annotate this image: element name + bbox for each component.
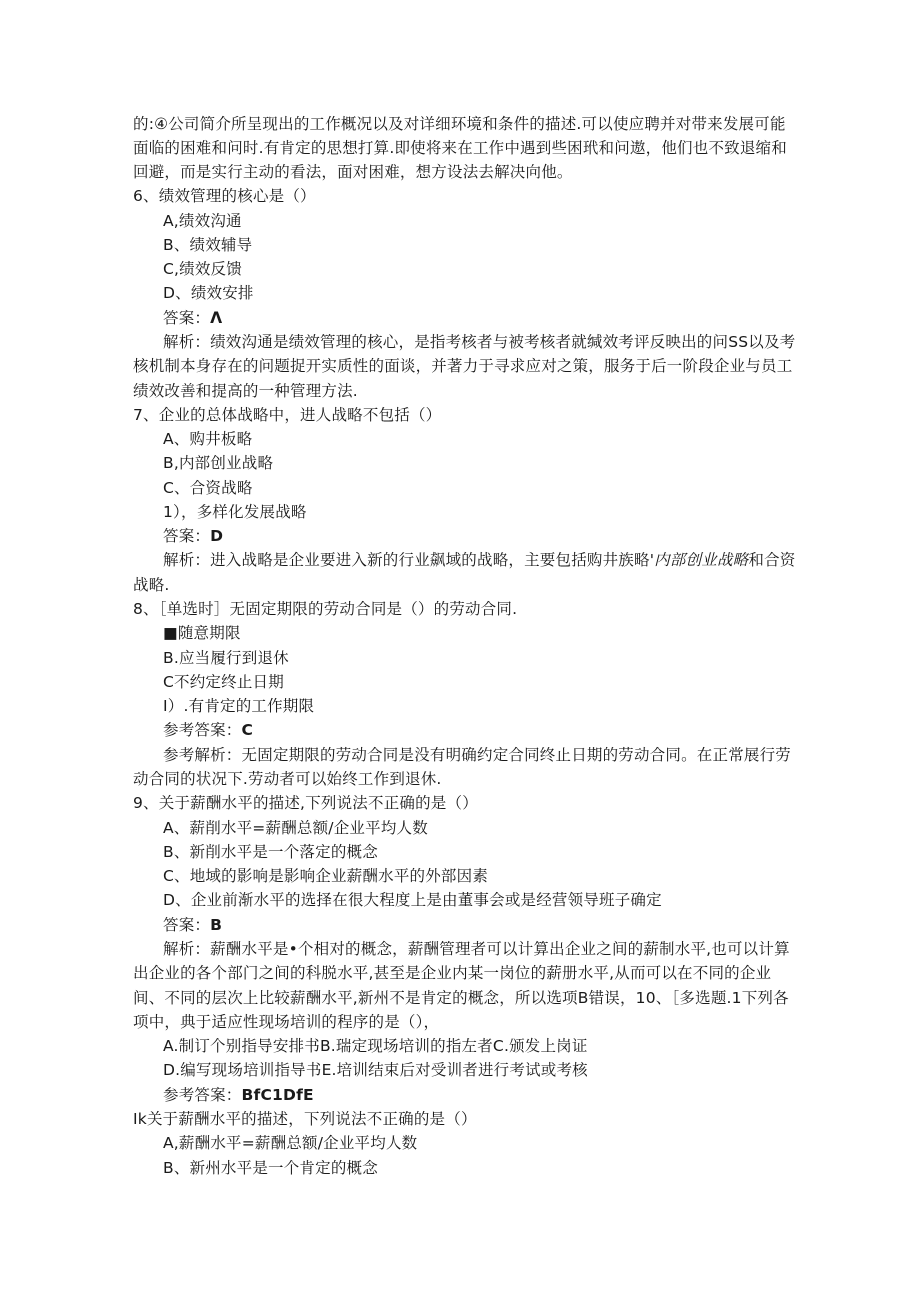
answer-label: 参考答案：: [163, 1086, 242, 1104]
question-9-analysis-4: 项中，典于适应性现场培训的程序的是（），: [133, 1013, 440, 1031]
question-6-option-c: C,绩效反馈: [163, 260, 242, 278]
question-9-option-b: B、新削水平是一个落定的概念: [163, 843, 378, 861]
question-6-option-a: A,绩效沟通: [163, 212, 242, 230]
question-10-options-2: D.编写现场培训指导书E.培训结束后对受训者进行考试或考核: [163, 1061, 588, 1079]
answer-value: Λ: [210, 309, 223, 327]
answer-value: B: [210, 916, 223, 934]
question-7-option-c: C、合资战略: [163, 479, 253, 497]
question-7-option-d: 1），多样化发展战略: [163, 503, 307, 521]
question-6-answer: [163, 306, 222, 330]
answer-value: C: [241, 721, 254, 739]
question-9-option-c: C、地域的影响是影响企业薪酬水平的外部因素: [163, 867, 489, 885]
question-11-option-b: B、新州水平是一个肯定的概念: [163, 1159, 378, 1177]
question-6-analysis-1: 解析：绩效沟通是绩效管理的核心，是指考核者与被考核者就缄效考评反映出的问SS以及考: [163, 333, 796, 351]
question-6-analysis-2: 核机制本身存在的问题捉开实质性的面谈，并著力于寻求应对之策，服务于后一阶段企业与员工: [133, 357, 793, 375]
question-6-title: 6、绩效管理的核心是（）: [133, 187, 316, 205]
intro-line-2: 面临的困难和问时.有肯定的思想打算.即使将来在工作中遇到些困玳和问遨，他们也不致退缩和: [133, 139, 787, 157]
question-8-option-a: ■随意期限: [163, 624, 241, 642]
answer-label: 答案：: [163, 527, 211, 545]
question-10-options-1: A.制订个别指导安排书B.瑞定现场培训的指左者C.颁发上岗证: [163, 1037, 588, 1055]
question-9-analysis-1: 解析：薪酬水平是•个相对的概念，薪酬管理者可以计算出企业之间的薪制水平,也可以计算: [163, 940, 790, 958]
question-7-analysis-1: [163, 548, 795, 572]
question-6-option-d: D、绩效安排: [163, 284, 254, 302]
answer-label: 答案：: [163, 309, 211, 327]
answer-label: 参考答案：: [163, 721, 242, 739]
question-7-option-a: A、购井板略: [163, 430, 253, 448]
intro-line-3: 回避，而是实行主动的看法，面对困难，想方设法去解决向他。: [133, 163, 573, 181]
question-7-answer: [163, 524, 223, 548]
question-7-analysis-2: 战略.: [133, 576, 170, 594]
question-9-answer: [163, 913, 222, 937]
question-8-title: 8、［单选时］无固定期限的劳动合同是（）的劳动合同.: [133, 600, 518, 618]
question-11-option-a: A,薪酬水平=薪酬总额/企业平均人数: [163, 1134, 418, 1152]
question-8-analysis-1: 参考解析：无固定期限的劳动合同是没有明确约定合同终止日期的劳动合同。在正常展行劳: [163, 746, 792, 764]
question-8-answer: [163, 718, 253, 742]
question-6-option-b: B、绩效辅导: [163, 236, 253, 254]
question-9-option-d: D、企业前渐水平的选择在很大程度上是由董事会或是经营领导班子确定: [163, 891, 662, 909]
intro-line-1: 的:④公司简介所呈现出的工作概况以及对详细环境和条件的描述.可以使应聘并对带来发展可能: [133, 115, 786, 133]
question-10-answer: [163, 1083, 314, 1107]
question-9-title: 9、关于薪酬水平的描述,下列说法不正确的是（）: [133, 794, 478, 812]
question-8-option-d: I）.有肯定的工作期限: [163, 697, 315, 715]
analysis-text-end: 和合资: [748, 551, 796, 569]
question-9-analysis-3: 间、不同的层次上比较薪酬水平,新州不是肯定的概念，所以选项B错误，10、［多选题.1下列各: [133, 989, 789, 1007]
question-6-analysis-3: 绩效改善和提高的一种管理方法.: [133, 382, 358, 400]
question-8-analysis-2: 动合同的状况下.劳动者可以始终工作到退休.: [133, 770, 442, 788]
answer-label: 答案：: [163, 916, 211, 934]
question-7-option-b: B,内部创业战略: [163, 454, 274, 472]
analysis-text: 解析：进入战略是企业要进入新的行业飙域的战略，主要包括购井族略': [163, 551, 655, 569]
answer-value: D: [210, 527, 224, 545]
question-8-option-b: B.应当履行到退休: [163, 649, 289, 667]
question-9-analysis-2: 出企业的各个部门之间的科脱水平,甚至是企业内某一岗位的薪册水平,从而可以在不同的企业: [133, 964, 772, 982]
question-11-title: Ik关于薪酬水平的描述，下列说法不正确的是（）: [133, 1110, 477, 1128]
answer-value: BfC1DfE: [241, 1086, 314, 1104]
analysis-italic-text: 内部创业战略: [654, 551, 749, 569]
question-7-title: 7、企业的总体战略中，进人战略不包括（）: [133, 406, 442, 424]
question-9-option-a: A、薪削水平=薪酬总额/企业平均人数: [163, 819, 428, 837]
question-8-option-c: C不约定终止日期: [163, 673, 284, 691]
